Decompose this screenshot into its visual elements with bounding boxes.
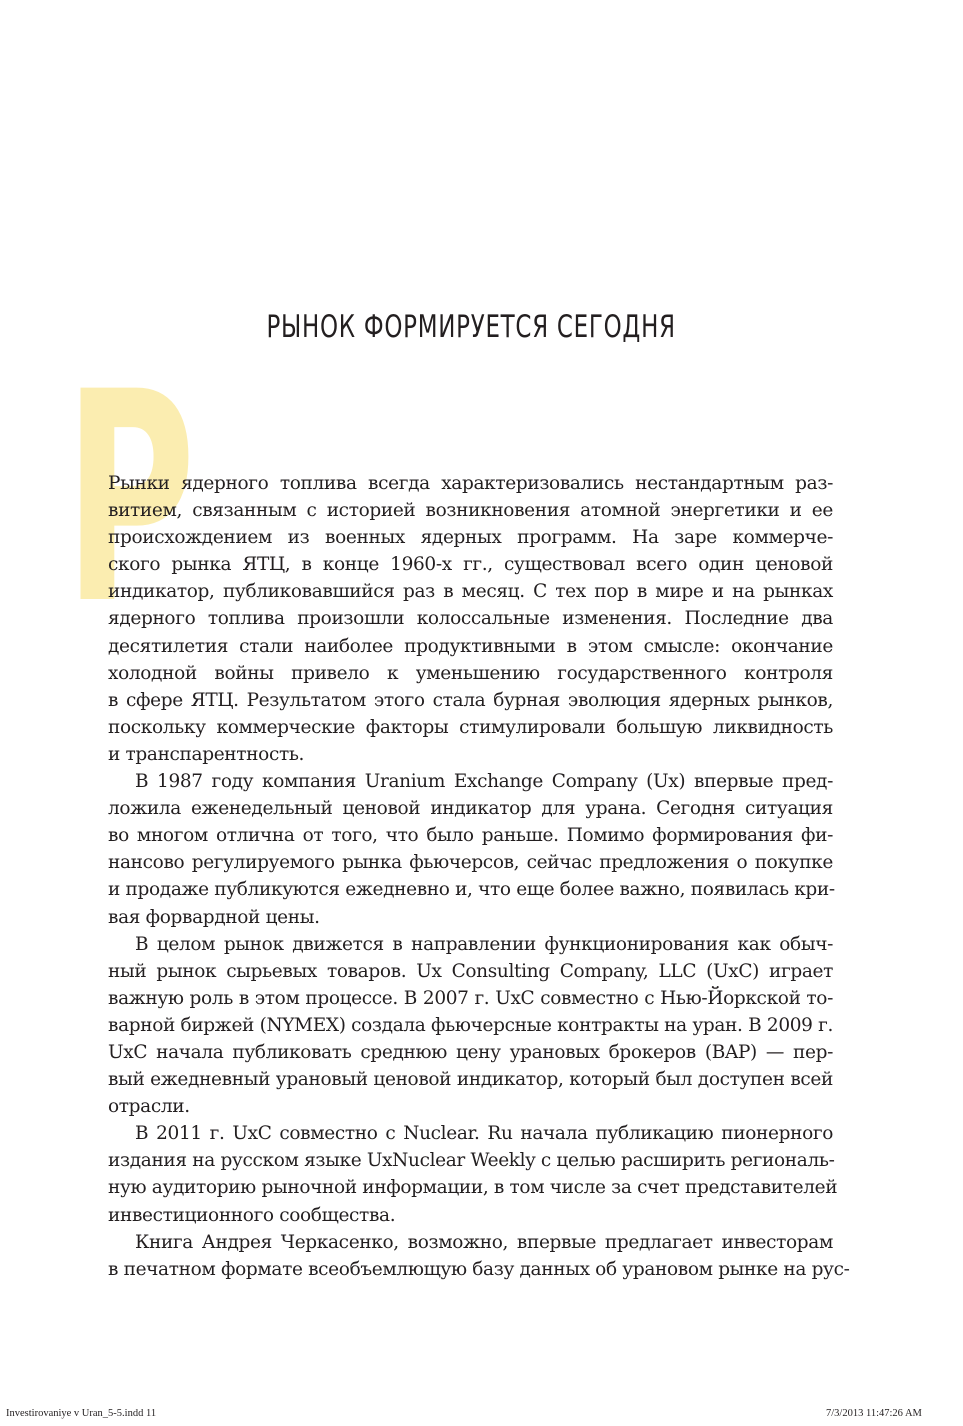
- text-line: вый ежедневный урановый ценовой индикатор, который был доступен всей: [108, 1069, 833, 1091]
- paragraph: [108, 931, 833, 1121]
- print-slug-filename: Investirovaniye v Uran_5-5.indd 11: [6, 1408, 157, 1419]
- text-line: ядерного топлива произошли колоссальные изменения. Последние два: [108, 608, 833, 630]
- text-line: происхождением из военных ядерных программ. На заре коммерче-: [108, 527, 833, 549]
- paragraph: [108, 768, 833, 931]
- text-line: ный рынок сырьевых товаров. Ux Consulting Company, LLC (UxC) играет: [108, 960, 833, 982]
- text-line: В целом рынок движется в направлении функционирования как обыч-: [135, 933, 833, 955]
- drop-cap-letter: Р: [64, 331, 196, 668]
- paragraph: [108, 470, 833, 768]
- text-line: важную роль в этом процессе. В 2007 г. UxC совместно с Нью-Йоркской то-: [108, 987, 833, 1009]
- text-line: и транспарентность.: [108, 743, 305, 765]
- text-line: варной биржей (NYMEX) создала фьючерсные контракты на уран. В 2009 г.: [108, 1014, 833, 1036]
- text-line: ского рынка ЯТЦ, в конце 1960-х гг., существовал всего один ценовой: [108, 554, 833, 576]
- text-line: холодной войны привело к уменьшению государственного контроля: [108, 662, 833, 684]
- text-line: десятилетия стали наиболее продуктивными в этом смысле: окончание: [108, 635, 833, 657]
- text-line: отрасли.: [108, 1096, 190, 1118]
- text-line: ложила еженедельный ценовой индикатор для урана. Сегодня ситуация: [108, 798, 833, 820]
- text-line: витием, связанным с историей возникновения атомной энергетики и ее: [108, 500, 833, 522]
- text-line: издания на русском языке UxNuclear Weekly с целью расширить региональ-: [108, 1150, 835, 1172]
- text-line: и продаже публикуются ежедневно и, что еще более важно, появилась кри-: [108, 879, 835, 901]
- text-line: вая форвардной цены.: [108, 906, 320, 928]
- text-line: нансово регулируемого рынка фьючерсов, сейчас предложения о покупке: [108, 852, 833, 874]
- text-line: В 1987 году компания Uranium Exchange Company (Ux) впервые пред-: [135, 771, 833, 793]
- text-line: В 2011 г. UxC совместно с Nuclear. Ru начала публикацию пионерного: [135, 1123, 833, 1145]
- text-line: во многом отлична от того, что было раньше. Помимо формирования фи-: [108, 825, 833, 847]
- text-line: в печатном формате всеобъемлющую базу данных об урановом рынке на рус-: [108, 1258, 850, 1280]
- text-line: в сфере ЯТЦ. Результатом этого стала бурная эволюция ядерных рынков,: [108, 689, 833, 711]
- print-slug-timestamp: 7/3/2013 11:47:26 AM: [826, 1408, 922, 1419]
- paragraph: [108, 1229, 850, 1283]
- text-line: Книга Андрея Черкасенко, возможно, впервые предлагает инвесторам: [135, 1231, 833, 1253]
- text-line: ную аудиторию рыночной информации, в том числе за счет представителей: [108, 1177, 838, 1199]
- body-text: [108, 470, 850, 1283]
- chapter-title: РЫНОК ФОРМИРУЕТСЯ СЕГОДНЯ: [266, 309, 676, 345]
- text-line: UxC начала публиковать среднюю цену урановых брокеров (BAP) — пер-: [108, 1041, 833, 1063]
- text-line: инвестиционного сообщества.: [108, 1204, 396, 1226]
- text-line: поскольку коммерческие факторы стимулировали большую ликвидность: [108, 716, 833, 738]
- text-line: индикатор, публиковавшийся раз в месяц. С тех пор в мире и на рынках: [108, 581, 833, 603]
- paragraph: [108, 1120, 838, 1228]
- text-line: Рынки ядерного топлива всегда характеризовались нестандартным раз-: [108, 473, 833, 494]
